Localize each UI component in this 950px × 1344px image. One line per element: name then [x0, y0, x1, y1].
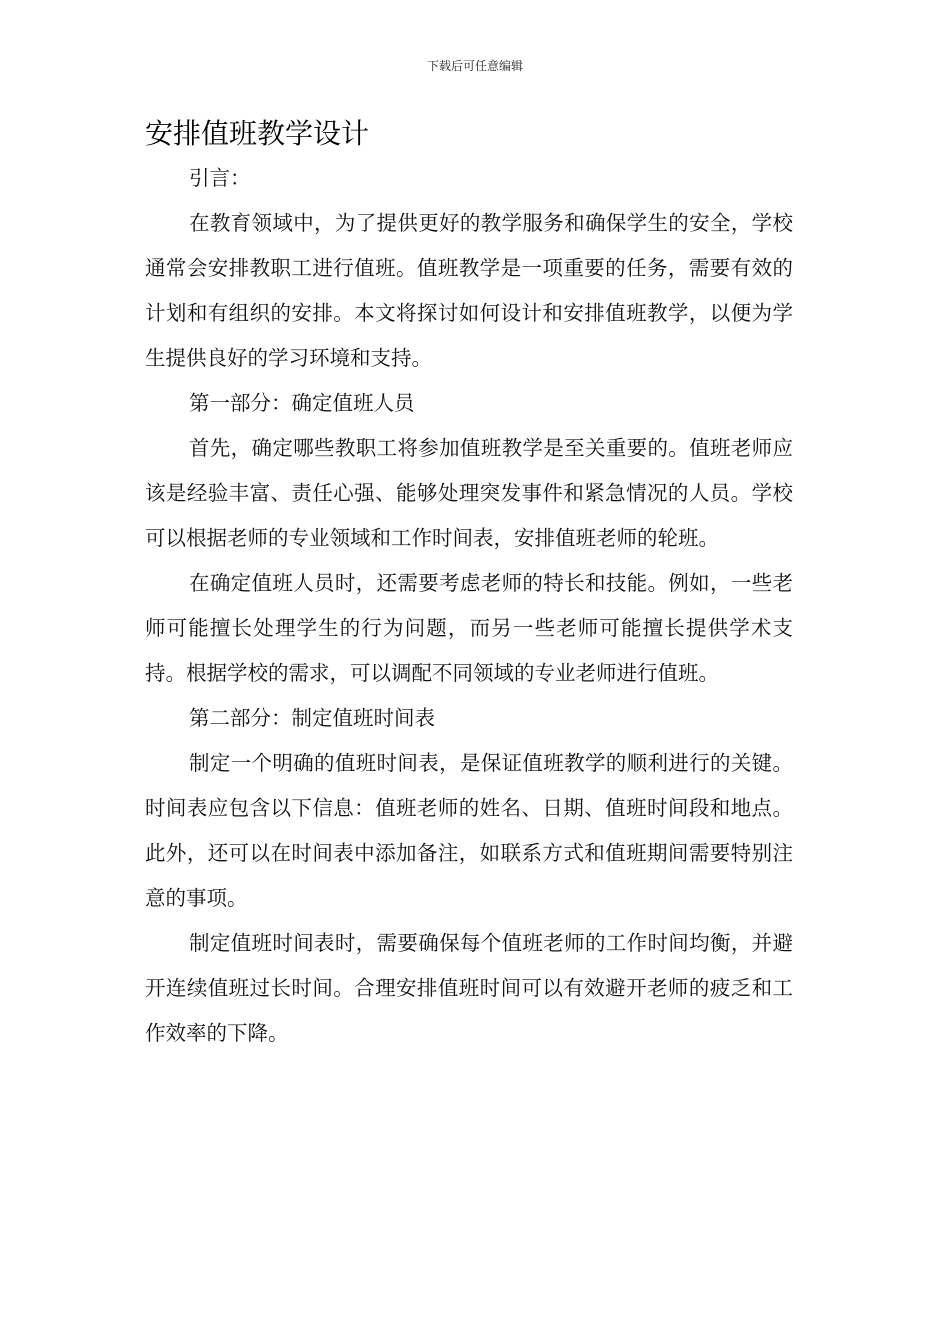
paragraph-section1-b: 在确定值班人员时，还需要考虑老师的特长和技能。例如，一些老师可能擅长处理学生的行为问题，而另一些老师可能擅长提供学术支持。根据学校的需求，可以调配不同领域的专业老师进行值班。 [145, 571, 793, 685]
paragraph-section2-a: 制定一个明确的值班时间表，是保证值班教学的顺利进行的关键。时间表应包含以下信息：值班老师的姓名、日期、值班时间段和地点。此外，还可以在时间表中添加备注，如联系方式和值班期间需要特别注意的事项。 [145, 751, 793, 910]
paragraph-intro: 在教育领域中，为了提供更好的教学服务和确保学生的安全，学校通常会安排教职工进行值班。值班教学是一项重要的任务，需要有效的计划和有组织的安排。本文将探讨如何设计和安排值班教学，以便为学生提供良好的学习环境和支持。 [145, 211, 793, 370]
paragraph-section2-b: 制定值班时间表时，需要确保每个值班老师的工作时间均衡，并避开连续值班过长时间。合理安排值班时间可以有效避开老师的疲乏和工作效率的下降。 [145, 931, 793, 1045]
section-heading-2: 第二部分：制定值班时间表 [189, 706, 435, 730]
header-note: 下载后可任意编辑 [426, 59, 523, 73]
paragraph-intro-label: 引言： [189, 166, 251, 190]
document-title: 安排值班教学设计 [145, 117, 370, 150]
document-body [145, 112, 793, 1056]
section-heading-1: 第一部分：确定值班人员 [189, 391, 415, 415]
paragraph-section1-a: 首先，确定哪些教职工将参加值班教学是至关重要的。值班老师应该是经验丰富、责任心强、能够处理突发事件和紧急情况的人员。学校可以根据老师的专业领域和工作时间表，安排值班老师的轮班。 [145, 436, 793, 550]
